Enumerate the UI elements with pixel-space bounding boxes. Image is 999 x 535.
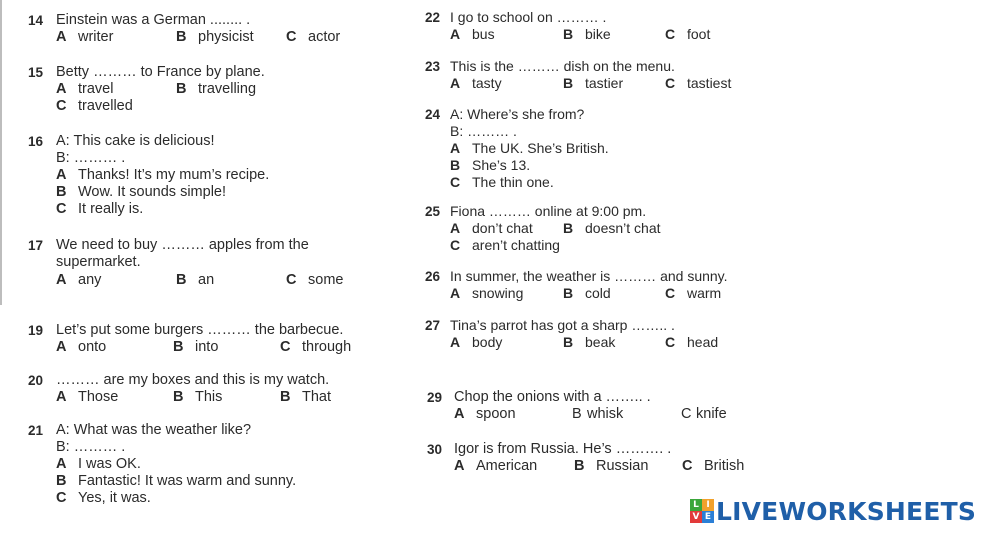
question-text: A: What was the weather like? <box>56 422 252 438</box>
option-a[interactable]: A The UK. She’s British. <box>450 140 609 156</box>
option-a[interactable]: A snowing <box>450 285 524 301</box>
question-15 <box>28 64 398 115</box>
option-a[interactable]: A Thanks! It’s my mum’s recipe. <box>56 167 270 183</box>
option-c[interactable]: C travelled <box>56 98 133 114</box>
option-c[interactable]: C actor <box>286 29 341 45</box>
question-29 <box>427 389 787 423</box>
option-b[interactable]: B travelling <box>176 81 257 97</box>
question-text: A: This cake is delicious! <box>56 133 215 149</box>
option-b[interactable]: B Fantastic! It was warm and sunny. <box>56 473 297 489</box>
option-b[interactable]: B tastier <box>563 75 624 91</box>
question-text: In summer, the weather is ……… and sunny. <box>450 268 728 284</box>
option-c[interactable]: C through <box>280 339 352 355</box>
question-number: 25 <box>425 204 441 219</box>
page-edge-line <box>0 0 2 305</box>
option-b[interactable]: B into <box>173 339 219 355</box>
question-27 <box>425 317 785 351</box>
option-b[interactable]: B an <box>176 272 215 288</box>
question-number: 14 <box>28 13 44 28</box>
question-text-line2: B: ……… . <box>56 439 126 455</box>
question-text: Chop the onions with a …….. . <box>454 389 651 405</box>
question-17 <box>28 237 398 289</box>
option-b[interactable]: B physicist <box>176 29 254 45</box>
option-b[interactable]: B Wow. It sounds simple! <box>56 184 227 200</box>
option-b[interactable]: B beak <box>563 334 616 350</box>
question-14 <box>28 12 398 46</box>
question-number: 26 <box>425 269 441 284</box>
question-number: 21 <box>28 423 44 438</box>
question-26 <box>425 268 785 302</box>
question-text: This is the ……… dish on the menu. <box>450 58 675 74</box>
question-text: Fiona ……… online at 9:00 pm. <box>450 203 647 219</box>
question-21 <box>28 422 398 507</box>
option-c[interactable]: C warm <box>665 285 722 301</box>
option-c[interactable]: C head <box>665 334 719 350</box>
option-b[interactable]: B This <box>173 389 223 405</box>
question-24 <box>425 106 785 191</box>
question-text: Betty ……… to France by plane. <box>56 64 265 80</box>
option-a[interactable]: A body <box>450 334 503 350</box>
option-c[interactable]: C some <box>286 272 344 288</box>
option-c[interactable]: C foot <box>665 26 711 42</box>
question-number: 17 <box>28 238 44 253</box>
question-number: 22 <box>425 10 441 25</box>
question-25 <box>425 203 785 254</box>
question-text: A: Where’s she from? <box>450 106 585 122</box>
question-number: 19 <box>28 323 44 338</box>
question-19 <box>28 322 398 356</box>
logo-text: LIVEWORKSHEETS <box>716 496 977 526</box>
option-a[interactable]: A onto <box>56 339 107 355</box>
liveworksheets-logo-icon: L I V E <box>690 499 714 523</box>
question-text: Igor is from Russia. He’s ………. . <box>454 441 672 457</box>
option-b[interactable]: B whisk <box>572 406 624 422</box>
option-a[interactable]: A don’t chat <box>450 220 533 236</box>
question-30 <box>427 441 787 475</box>
question-16 <box>28 133 398 218</box>
option-a[interactable]: A writer <box>56 29 114 45</box>
option-c[interactable]: C Yes, it was. <box>56 490 151 506</box>
question-number: 16 <box>28 134 44 149</box>
question-number: 23 <box>425 59 441 74</box>
question-text: We need to buy ……… apples from the <box>56 237 309 253</box>
option-a[interactable]: A spoon <box>454 406 516 422</box>
question-text: Let’s put some burgers ……… the barbecue. <box>56 322 344 338</box>
option-c[interactable]: C The thin one. <box>450 174 554 190</box>
question-text-line2: B: ……… . <box>56 150 126 166</box>
question-text-line2: supermarket. <box>56 254 141 270</box>
question-23 <box>425 58 785 92</box>
question-number: 24 <box>425 107 441 122</box>
question-number: 27 <box>425 318 441 333</box>
question-number: 15 <box>28 65 44 80</box>
option-b[interactable]: B cold <box>563 285 611 301</box>
option-a[interactable]: A American <box>454 458 538 474</box>
option-a[interactable]: A I was OK. <box>56 456 141 472</box>
question-20 <box>28 372 398 406</box>
option-c[interactable]: C It really is. <box>56 201 144 217</box>
option-b[interactable]: B Russian <box>574 458 649 474</box>
option-b[interactable]: B doesn’t chat <box>563 220 661 236</box>
question-22 <box>425 9 785 43</box>
option-a[interactable]: A Those <box>56 389 119 405</box>
option-c[interactable]: C aren’t chatting <box>450 237 560 253</box>
liveworksheets-logo[interactable] <box>690 497 976 525</box>
option-a[interactable]: A tasty <box>450 75 502 91</box>
question-text: ……… are my boxes and this is my watch. <box>56 372 330 388</box>
option-a[interactable]: A any <box>56 272 102 288</box>
option-b[interactable]: B bike <box>563 26 611 42</box>
option-c[interactable]: C British <box>682 458 745 474</box>
option-a[interactable]: A travel <box>56 81 114 97</box>
option-c[interactable]: B That <box>280 389 332 405</box>
option-c[interactable]: C knife <box>681 406 727 422</box>
question-number: 29 <box>427 390 443 405</box>
question-number: 30 <box>427 442 443 457</box>
question-number: 20 <box>28 373 44 388</box>
question-text: Einstein was a German ........ . <box>56 12 251 28</box>
option-c[interactable]: C tastiest <box>665 75 732 91</box>
question-text: I go to school on ……… . <box>450 9 607 25</box>
question-text: Tina’s parrot has got a sharp …….. . <box>450 317 675 333</box>
question-text-line2: B: ……… . <box>450 123 517 139</box>
option-a[interactable]: A bus <box>450 26 495 42</box>
option-b[interactable]: B She’s 13. <box>450 157 531 173</box>
